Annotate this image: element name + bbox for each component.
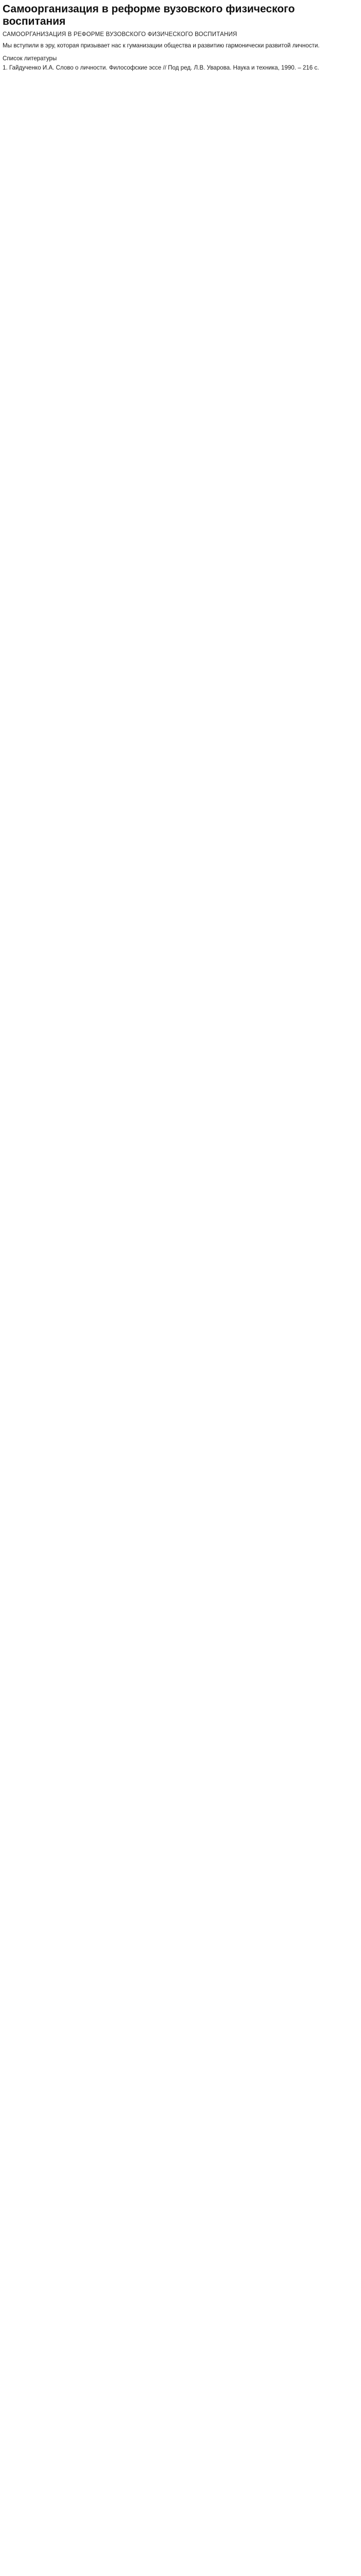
body-paragraph: Мы вступили в эру, которая призывает нас к гуманизации общества и развитию гармонически развитой личности. [3, 42, 320, 49]
references-title: Список литературы [3, 55, 57, 62]
article-body [3, 42, 358, 49]
reference-item: 1. Гайдученко И.А. Слово о личности. Философские эссе // Под ред. Л.В. Уварова. Наука и техника, 1990. – 216 с. [3, 64, 319, 71]
references-list [3, 64, 358, 72]
article-title: Самоорганизация в реформе вузовского физического воспитания [3, 3, 295, 27]
section-heading: САМООРГАНИЗАЦИЯ В РЕФОРМЕ ВУЗОВСКОГО ФИЗИЧЕСКОГО ВОСПИТАНИЯ [3, 31, 237, 38]
